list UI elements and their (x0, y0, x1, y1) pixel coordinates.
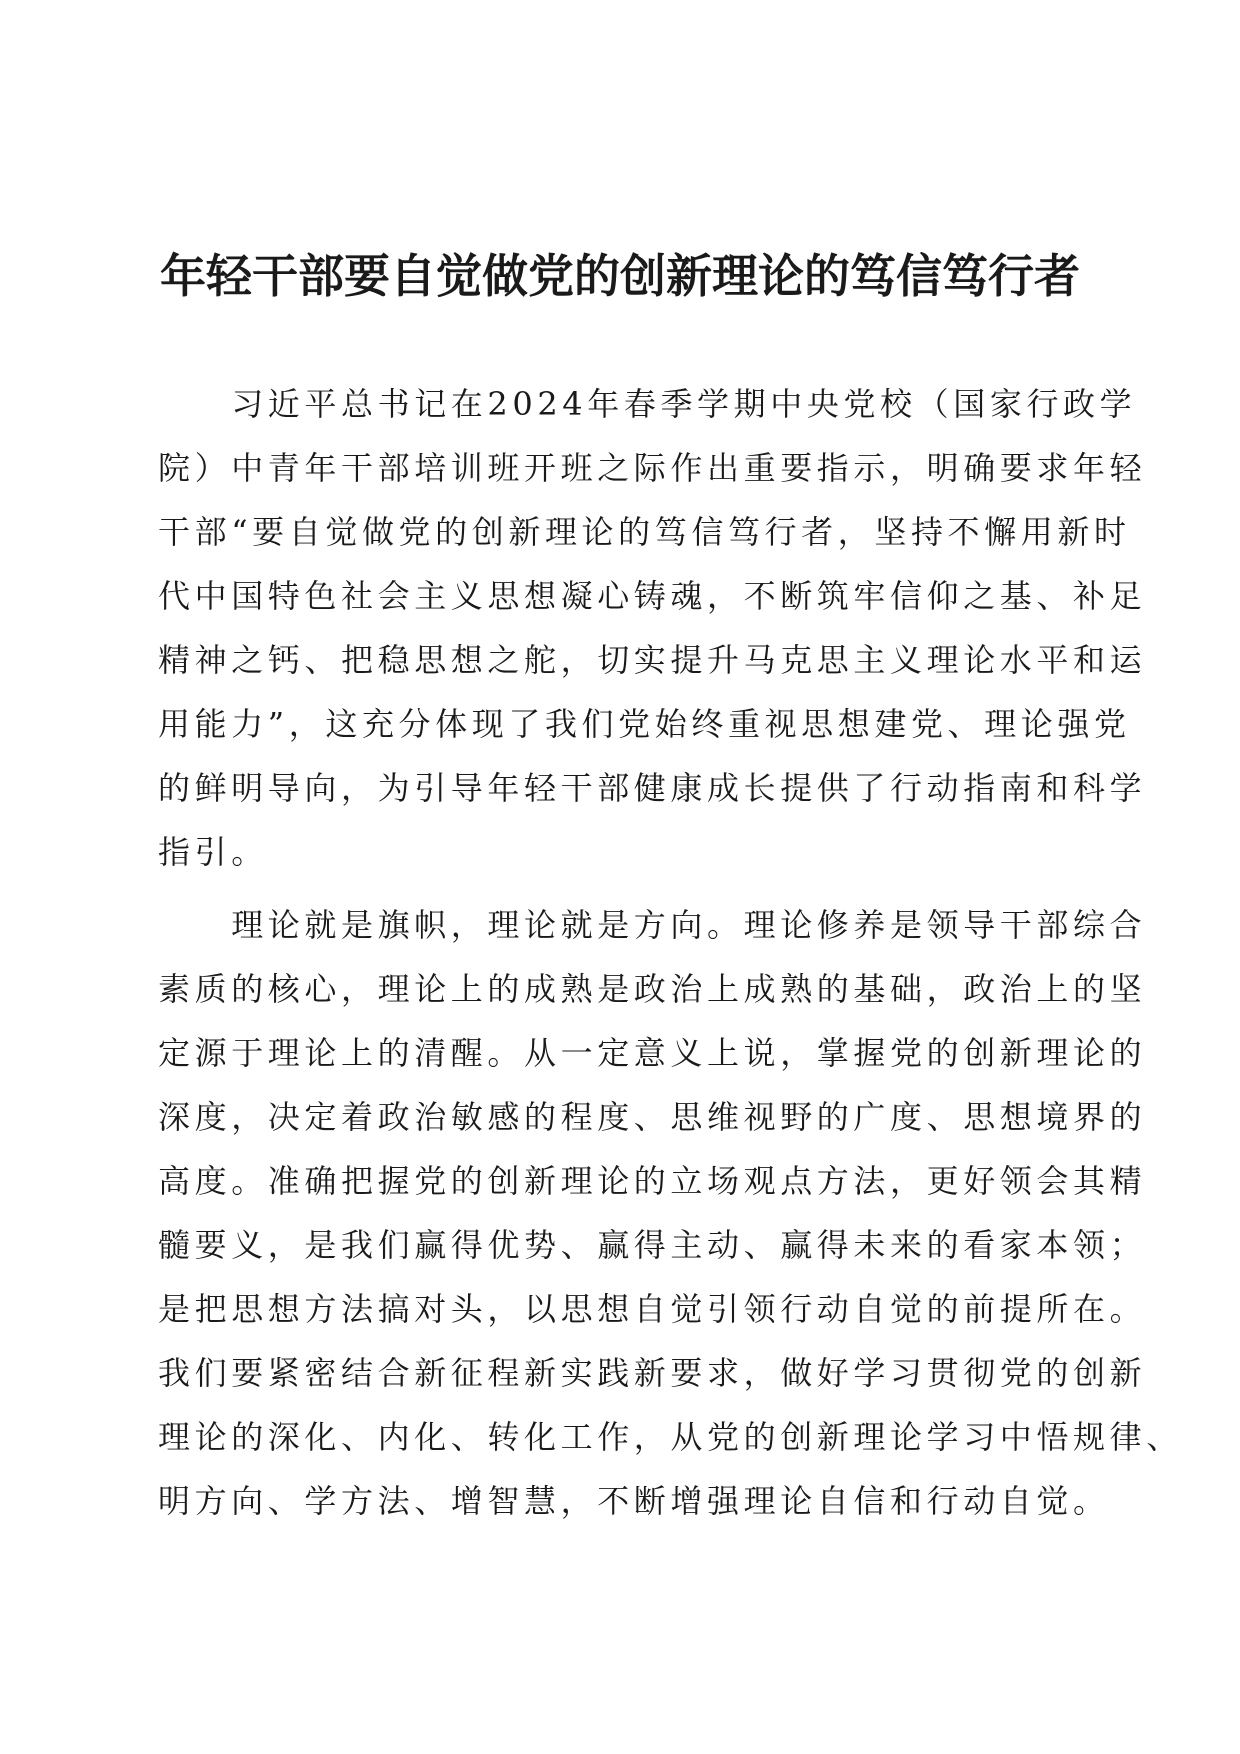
paragraph-line: 用能力”，这充分体现了我们党始终重视思想建党、理论强党 (158, 705, 1131, 743)
paragraph-line: 我们要紧密结合新征程新实践新要求，做好学习贯彻党的创新 (158, 1354, 1147, 1392)
paragraph-line: 定源于理论上的清醒。从一定意义上说，掌握党的创新理论的 (158, 1034, 1147, 1072)
paragraph-2 (158, 893, 1183, 1533)
paragraph-line: 院）中青年干部培训班开班之际作出重要指示，明确要求年轻 (158, 449, 1147, 487)
paragraph-line: 习近平总书记在2024年春季学期中央党校（国家行政学 (158, 385, 1137, 423)
paragraph-line: 理论就是旗帜，理论就是方向。理论修养是领导干部综合 (158, 906, 1147, 944)
paragraph-line: 明方向、学方法、增智慧，不断增强理论自信和行动自觉。 (158, 1482, 1110, 1520)
paragraph-line: 代中国特色社会主义思想凝心铸魂，不断筑牢信仰之基、补足 (158, 577, 1147, 615)
paragraph-line: 深度，决定着政治敏感的程度、思维视野的广度、思想境界的 (158, 1098, 1147, 1136)
paragraph-line: 是把思想方法搞对头，以思想自觉引领行动自觉的前提所在。 (158, 1290, 1147, 1328)
paragraph-line: 干部“要自觉做党的创新理论的笃信笃行者，坚持不懈用新时 (158, 513, 1131, 551)
paragraph-line: 高度。准确把握党的创新理论的立场观点方法，更好领会其精 (158, 1162, 1147, 1200)
paragraph-line: 髓要义，是我们赢得优势、赢得主动、赢得未来的看家本领； (158, 1226, 1147, 1264)
paragraph-1 (158, 372, 1147, 884)
paragraph-line: 素质的核心，理论上的成熟是政治上成熟的基础，政治上的坚 (158, 970, 1147, 1008)
paragraph-line: 指引。 (158, 833, 268, 871)
document-title: 年轻干部要自觉做党的创新理论的笃信笃行者 (160, 249, 1080, 303)
paragraph-line: 理论的深化、内化、转化工作，从党的创新理论学习中悟规律、 (158, 1418, 1183, 1456)
paragraph-line: 精神之钙、把稳思想之舵，切实提升马克思主义理论水平和运 (158, 641, 1147, 679)
paragraph-line: 的鲜明导向，为引导年轻干部健康成长提供了行动指南和科学 (158, 769, 1147, 807)
